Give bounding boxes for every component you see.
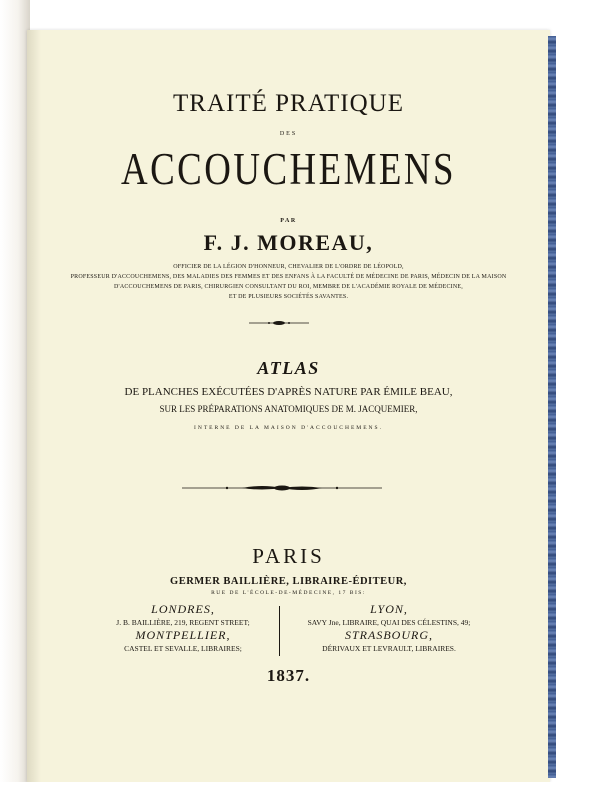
- main-title: ACCOUCHEMENS: [120, 144, 456, 194]
- author-credential-1: OFFICIER DE LA LÉGION D'HONNEUR, CHEVALIER DE L'ORDRE DE LÉOPOLD,: [173, 264, 404, 270]
- atlas-subtitle-1: DE PLANCHES EXÉCUTÉES D'APRÈS NATURE PAR ÉMILE BEAU,: [124, 386, 453, 398]
- author-credential-2: PROFESSEUR D'ACCOUCHEMENS, DES MALADIES DES FEMMES ET DES ENFANS À LA FACULTÉ DE MÉDECINE DE PARIS, MÉDECIN DE LA MAISON: [70, 274, 507, 280]
- imprint-right-text-1: SAVY Jne, LIBRAIRE, QUAI DES CÉLESTINS, 49;: [307, 618, 471, 627]
- book-cover-edge: [548, 36, 556, 778]
- imprint-right-city-1: LYON,: [370, 602, 408, 616]
- publication-year: 1837.: [266, 666, 311, 685]
- author-name: F. J. MOREAU,: [203, 230, 374, 255]
- imprint-address: RUE DE L'ÉCOLE-DE-MÉDECINE, 17 BIS:: [211, 590, 366, 596]
- imprint-left-column: [90, 602, 276, 654]
- imprint-left-city-2: MONTPELLIER,: [135, 628, 231, 642]
- imprint-left-text-1: J. B. BAILLIÈRE, 219, REGENT STREET;: [116, 618, 250, 627]
- atlas-subtitle-2: SUR LES PRÉPARATIONS ANATOMIQUES DE M. JACQUEMIER,: [159, 404, 418, 414]
- ornament-divider-small: [249, 320, 309, 326]
- imprint-column-divider: [279, 606, 280, 656]
- facing-page-edge: [0, 0, 30, 790]
- imprint-right-column: [291, 602, 487, 654]
- ornament-divider-large: [182, 484, 382, 492]
- imprint-left-city-1: LONDRES,: [151, 602, 215, 616]
- background-right: [556, 0, 593, 790]
- author-par: PAR: [280, 218, 297, 224]
- title-connector: DES: [279, 131, 298, 137]
- imprint-publisher: GERMER BAILLIÈRE, LIBRAIRE-ÉDITEUR,: [170, 576, 407, 587]
- atlas-subtitle-3: INTERNE DE LA MAISON D'ACCOUCHEMENS.: [194, 425, 383, 431]
- background-bottom: [0, 782, 593, 790]
- title-line-1: TRAITÉ PRATIQUE: [173, 90, 404, 117]
- imprint-right-text-2: DÉRIVAUX ET LEVRAULT, LIBRAIRES.: [322, 644, 456, 653]
- author-credential-4: ET DE PLUSIEURS SOCIÉTÉS SAVANTES.: [228, 294, 349, 300]
- imprint-city: PARIS: [252, 544, 325, 568]
- author-credential-3: D'ACCOUCHEMENS DE PARIS, CHIRURGIEN CONSULTANT DU ROI, MEMBRE DE L'ACADÉMIE ROYALE DE MÉDECINE,: [114, 284, 463, 290]
- imprint-right-city-2: STRASBOURG,: [345, 628, 433, 642]
- atlas-heading: ATLAS: [257, 358, 320, 378]
- imprint-left-text-2: CASTEL ET SEVALLE, LIBRAIRES;: [124, 644, 242, 653]
- title-page: [27, 30, 550, 782]
